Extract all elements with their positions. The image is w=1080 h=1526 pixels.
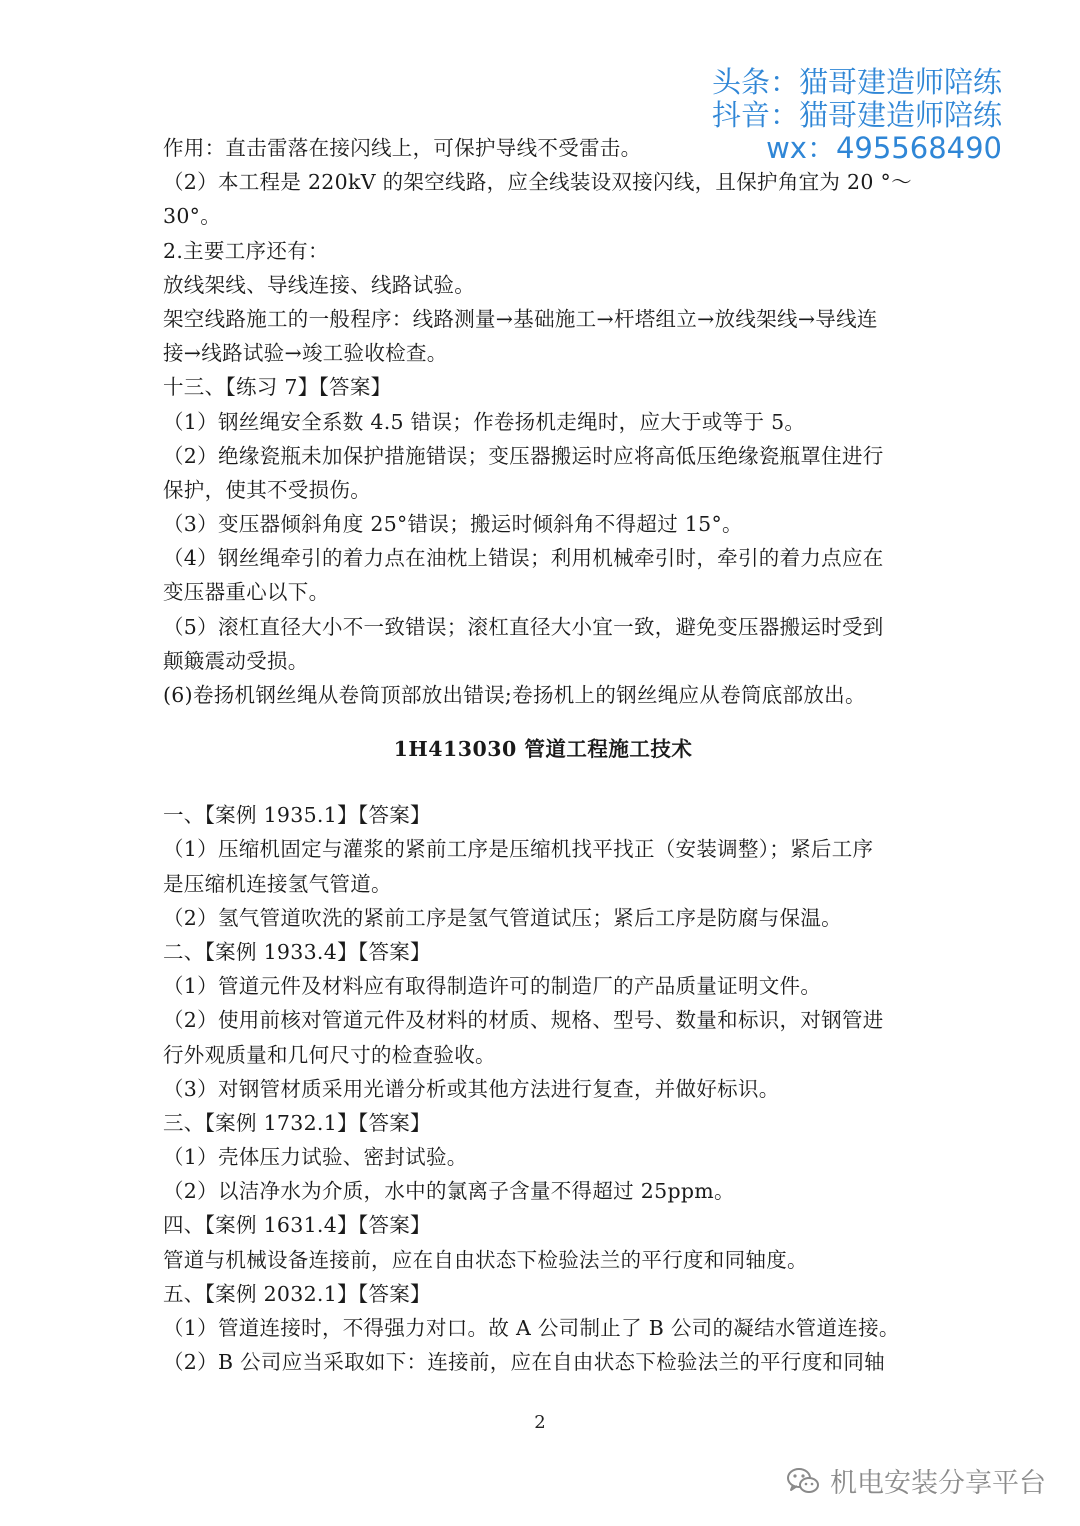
text-line: （5）滚杠直径大小不一致错误；滚杠直径大小宜一致，避免变压器搬运时受到 bbox=[163, 614, 884, 639]
text-line: 是压缩机连接氢气管道。 bbox=[163, 871, 392, 896]
text-line: 2.主要工序还有： bbox=[163, 238, 329, 263]
text-line: （1）壳体压力试验、密封试验。 bbox=[163, 1145, 468, 1170]
text-line: （2）以洁净水为介质，水中的氯离子含量不得超过 25ppm。 bbox=[163, 1179, 735, 1204]
text-line: （2）B 公司应当采取如下：连接前，应在自由状态下检验法兰的平行度和同轴 bbox=[163, 1350, 885, 1375]
watermark bbox=[786, 1461, 1046, 1500]
text-line: （2）氢气管道吹洗的紧前工序是氢气管道试压；紧后工序是防腐与保温。 bbox=[163, 905, 842, 930]
text-line: (6)卷扬机钢丝绳从卷筒顶部放出错误;卷扬机上的钢丝绳应从卷筒底部放出。 bbox=[163, 683, 866, 707]
text-line: 三、【案例 1732.1】【答案】 bbox=[163, 1110, 431, 1135]
text-line: 颠簸震动受损。 bbox=[163, 648, 309, 673]
text-line: 行外观质量和几何尺寸的检查验收。 bbox=[163, 1042, 496, 1067]
text-line: （1）管道连接时，不得强力对口。故 A 公司制止了 B 公司的凝结水管道连接。 bbox=[163, 1316, 900, 1340]
text-line: 30°。 bbox=[163, 204, 222, 229]
text-line: 管道与机械设备连接前，应在自由状态下检验法兰的平行度和同轴度。 bbox=[163, 1247, 808, 1272]
text-line: 作用：直击雷落在接闪线上，可保护导线不受雷击。 bbox=[163, 136, 642, 160]
text-line: 架空线路施工的一般程序：线路测量→基础施工→杆塔组立→放线架线→导线连 bbox=[163, 306, 878, 331]
text-line: 变压器重心以下。 bbox=[163, 580, 330, 605]
text-line: 放线架线、导线连接、线路试验。 bbox=[163, 272, 475, 297]
text-line: 保护，使其不受损伤。 bbox=[163, 477, 371, 502]
text-line: 十三、【练习 7】【答案】 bbox=[163, 375, 392, 400]
text-line: （3）对钢管材质采用光谱分析或其他方法进行复查，并做好标识。 bbox=[163, 1076, 780, 1101]
text-line: （2）本工程是 220kV 的架空线路，应全线装设双接闪线，且保护角宜为 20 °～ bbox=[163, 170, 912, 195]
text-line: （4）钢丝绳牵引的着力点在油枕上错误；利用机械牵引时，牵引的着力点应在 bbox=[163, 546, 884, 571]
promo-wx: wx：495568490 bbox=[766, 131, 1002, 165]
text-line: （1）管道元件及材料应有取得制造许可的制造厂的产品质量证明文件。 bbox=[163, 974, 822, 999]
text-line: 二、【案例 1933.4】【答案】 bbox=[163, 939, 431, 964]
text-line: （2）绝缘瓷瓶未加保护措施错误；变压器搬运时应将高低压绝缘瓷瓶罩住进行 bbox=[163, 443, 884, 468]
wechat-icon bbox=[786, 1466, 820, 1496]
text-line: （1）钢丝绳安全系数 4.5 错误；作卷扬机走绳时，应大于或等于 5。 bbox=[163, 409, 806, 434]
text-line: 四、【案例 1631.4】【答案】 bbox=[163, 1213, 431, 1238]
text-line: （1）压缩机固定与灌浆的紧前工序是压缩机找平找正（安装调整）；紧后工序 bbox=[163, 837, 874, 862]
document-body bbox=[163, 131, 923, 1379]
section-heading: 1H413030 管道工程施工技术 bbox=[393, 737, 693, 762]
watermark-text: 机电安装分享平台 bbox=[830, 1468, 1046, 1499]
promo-douyin: 抖音：猫哥建造师陪练 bbox=[711, 98, 1002, 132]
page-number: 2 bbox=[534, 1412, 546, 1433]
text-line: 一、【案例 1935.1】【答案】 bbox=[163, 803, 431, 828]
promo-toutiao: 头条：猫哥建造师陪练 bbox=[711, 65, 1002, 99]
text-line: 五、【案例 2032.1】【答案】 bbox=[163, 1281, 431, 1306]
text-line: 接→线路试验→竣工验收检查。 bbox=[163, 341, 448, 366]
text-line: （2）使用前核对管道元件及材料的材质、规格、型号、数量和标识，对钢管进 bbox=[163, 1008, 884, 1033]
text-line: （3）变压器倾斜角度 25°错误；搬运时倾斜角不得超过 15°。 bbox=[163, 512, 743, 537]
